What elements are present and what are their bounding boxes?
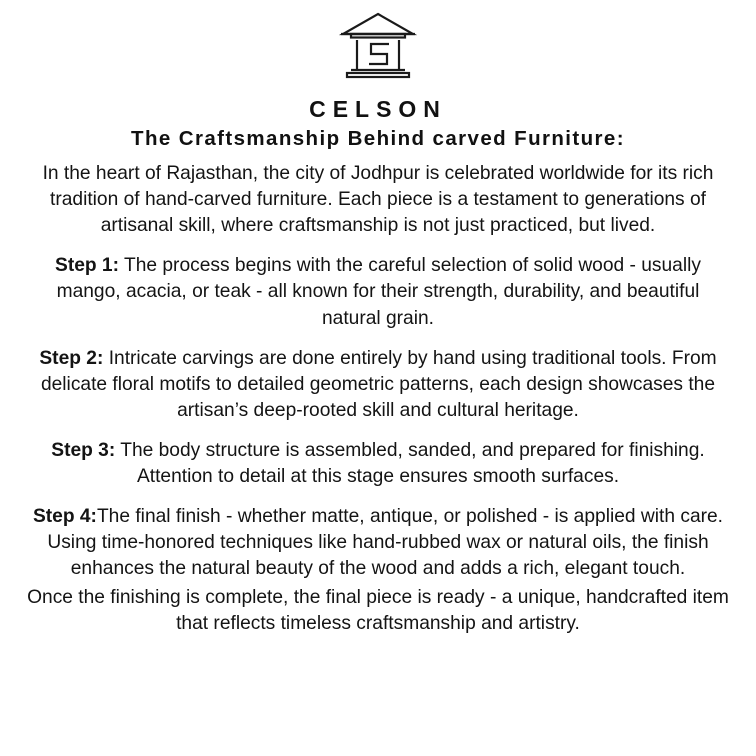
paragraph-intro-text: In the heart of Rajasthan, the city of Jodhpur is celebrated worldwide for its rich tradition of hand-carved furniture. Each piece is a testament to generations of artisanal skill, where craftsmanship is not just practiced, but lived.	[42, 163, 714, 237]
paragraph-step-1	[25, 253, 731, 331]
step-1-text: The process begins with the careful selection of solid wood - usually mango, acacia, or teak - all known for their strength, durability, and beautiful natural grain.	[56, 255, 701, 329]
brand-logo	[335, 10, 421, 88]
paragraph-step-3	[25, 438, 731, 490]
paragraph-closing-text: Once the finishing is complete, the final piece is ready - a unique, handcrafted item that reflects timeless craftsmanship and artistry.	[27, 586, 729, 634]
paragraph-step-4	[25, 504, 731, 582]
step-1-label: Step 1:	[55, 255, 119, 277]
step-3-label: Step 3:	[51, 439, 116, 461]
step-4-text: The final finish - whether matte, antique, or polished - is applied with care. Using time-honored techniques like hand-rubbed wax or natural oils, the finish enhances the natural beauty of the wood and adds a rich, elegant touch.	[47, 506, 724, 580]
step-2-text: Intricate carvings are done entirely by hand using traditional tools. From delicate floral motifs to detailed geometric patterns, each design showcases the artisan’s deep-rooted skill and cultural heritage.	[40, 347, 717, 421]
paragraph-intro	[25, 161, 731, 239]
page-title: The Craftsmanship Behind carved Furniture:	[131, 127, 625, 150]
step-2-label: Step 2:	[39, 347, 104, 369]
house-monogram-logo-icon	[335, 10, 421, 88]
paragraph-closing	[25, 585, 731, 637]
step-3-text: The body structure is assembled, sanded, and prepared for finishing. Attention to detail at this stage ensures smooth surfaces.	[115, 439, 705, 488]
paragraph-step-2	[25, 346, 731, 424]
brand-name: CELSON	[309, 96, 447, 122]
step-4-label: Step 4:	[32, 506, 97, 528]
